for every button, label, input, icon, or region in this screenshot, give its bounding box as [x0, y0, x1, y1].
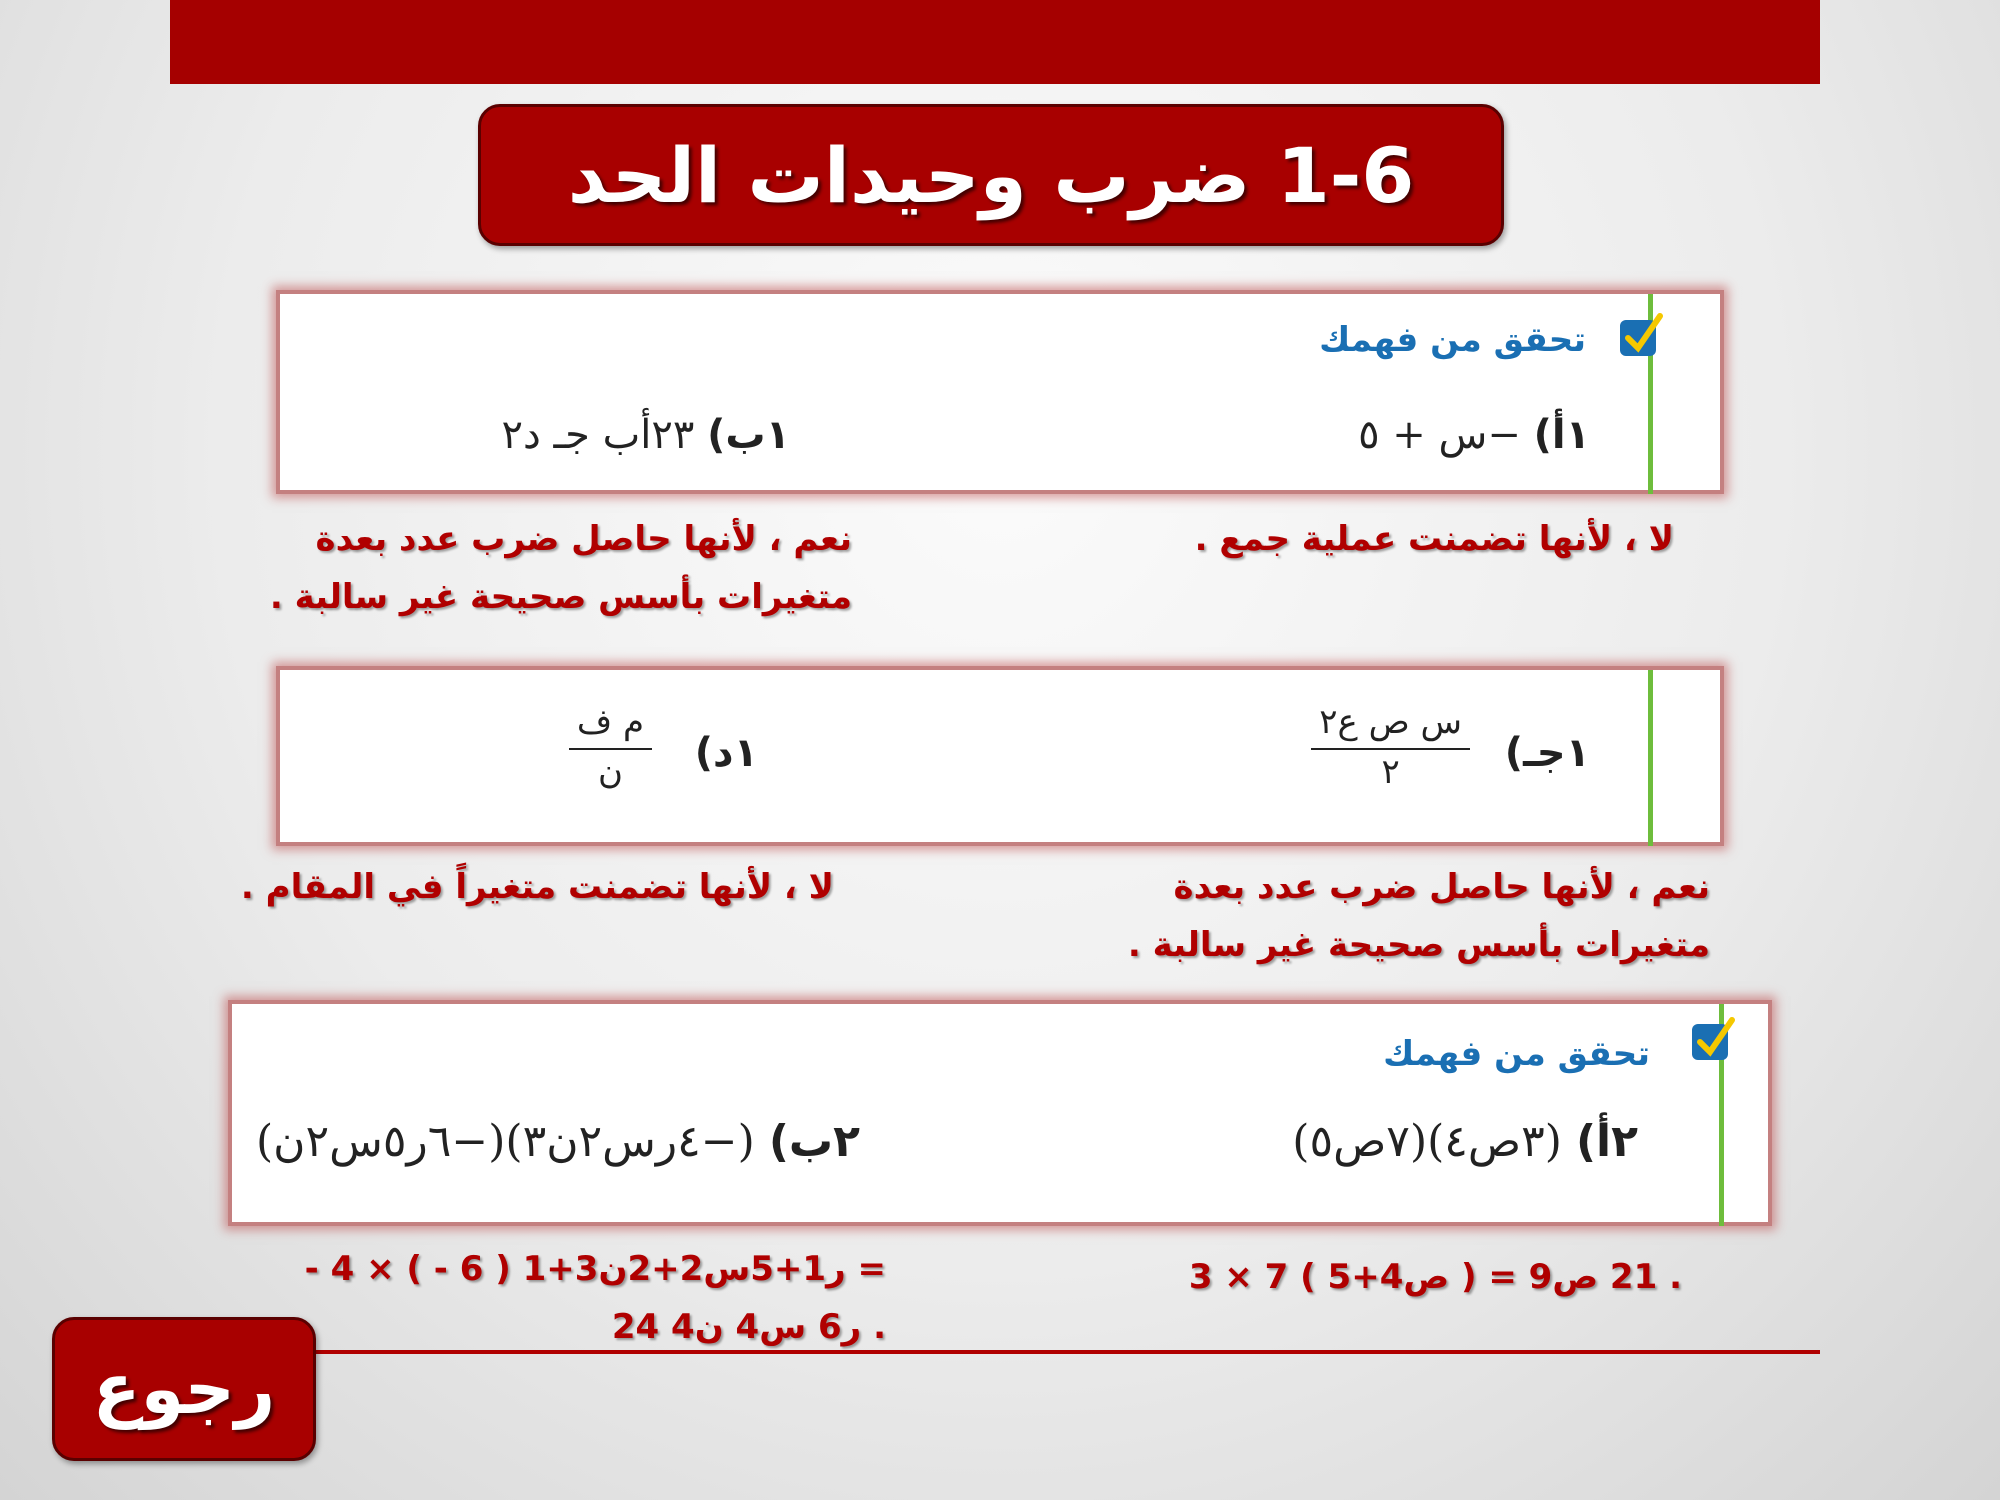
problem-number: ١جـ)	[1504, 730, 1590, 776]
problem-1b	[501, 412, 790, 458]
numerator: س ص ع٢	[1311, 702, 1470, 750]
exercise-card-1	[276, 290, 1724, 494]
answer-1b: نعم ، لأنها حاصل ضرب عدد بعدة متغيرات بأسس صحيحة غير سالبة .	[269, 519, 852, 617]
bottom-divider	[300, 1350, 1820, 1354]
expression: (−٤رس٢ن٣)(−٦ر٥س٢ن)	[255, 1116, 755, 1167]
checkbox-check-icon	[1618, 312, 1664, 358]
fraction-1c	[1311, 702, 1470, 792]
checkbox-check-icon	[1690, 1016, 1736, 1062]
problem-number: ١أ)	[1533, 412, 1590, 458]
back-button[interactable]	[52, 1317, 316, 1461]
problem-1d	[695, 730, 758, 776]
top-banner	[170, 0, 1820, 84]
answer-1d: لا ، لأنها تضمنت متغيراً في المقام .	[240, 867, 834, 907]
check-understanding-heading: تحقق من فهمك	[1383, 1034, 1650, 1074]
check-understanding-heading: تحقق من فهمك	[1319, 320, 1586, 360]
exercise-card-2	[276, 666, 1724, 846]
problem-2b	[256, 1116, 860, 1167]
exercise-card-3	[228, 1000, 1772, 1226]
expression: ٢٣أب جـ د٢	[501, 412, 695, 458]
fraction-1d	[569, 702, 652, 792]
problem-2a	[1292, 1116, 1638, 1167]
back-button-label: رجوع	[92, 1348, 276, 1430]
title-box	[478, 104, 1504, 246]
problem-number: ١ب)	[707, 412, 790, 458]
answer-2b: - 4 × ( - 6 ) ر1+5س2+2ن3+1 = 24 ر6 س4 ن4 .	[304, 1249, 886, 1347]
green-rule	[1648, 670, 1653, 846]
answer-1a: لا ، لأنها تضمنت عملية جمع .	[1194, 519, 1674, 559]
problem-1c	[1505, 730, 1590, 776]
expression: (٣ص٤)(٧ص٥)	[1292, 1116, 1562, 1167]
denominator: ن	[597, 752, 623, 792]
problem-number: ٢أ)	[1575, 1116, 1638, 1167]
answer-2a: 3 × 7 ( ص4+5 ) = 21 ص9 .	[1188, 1257, 1682, 1297]
numerator: م ف	[569, 702, 652, 750]
problem-1a	[1358, 412, 1590, 458]
answer-1c: نعم ، لأنها حاصل ضرب عدد بعدة متغيرات بأسس صحيحة غير سالبة .	[1127, 867, 1710, 965]
problem-number: ٢ب)	[768, 1116, 860, 1167]
page-title: 1-6 ضرب وحيدات الحد	[567, 130, 1415, 220]
problem-number: ١د)	[694, 730, 758, 776]
denominator: ٢	[1381, 752, 1400, 792]
expression: −س + ٥	[1358, 412, 1521, 458]
